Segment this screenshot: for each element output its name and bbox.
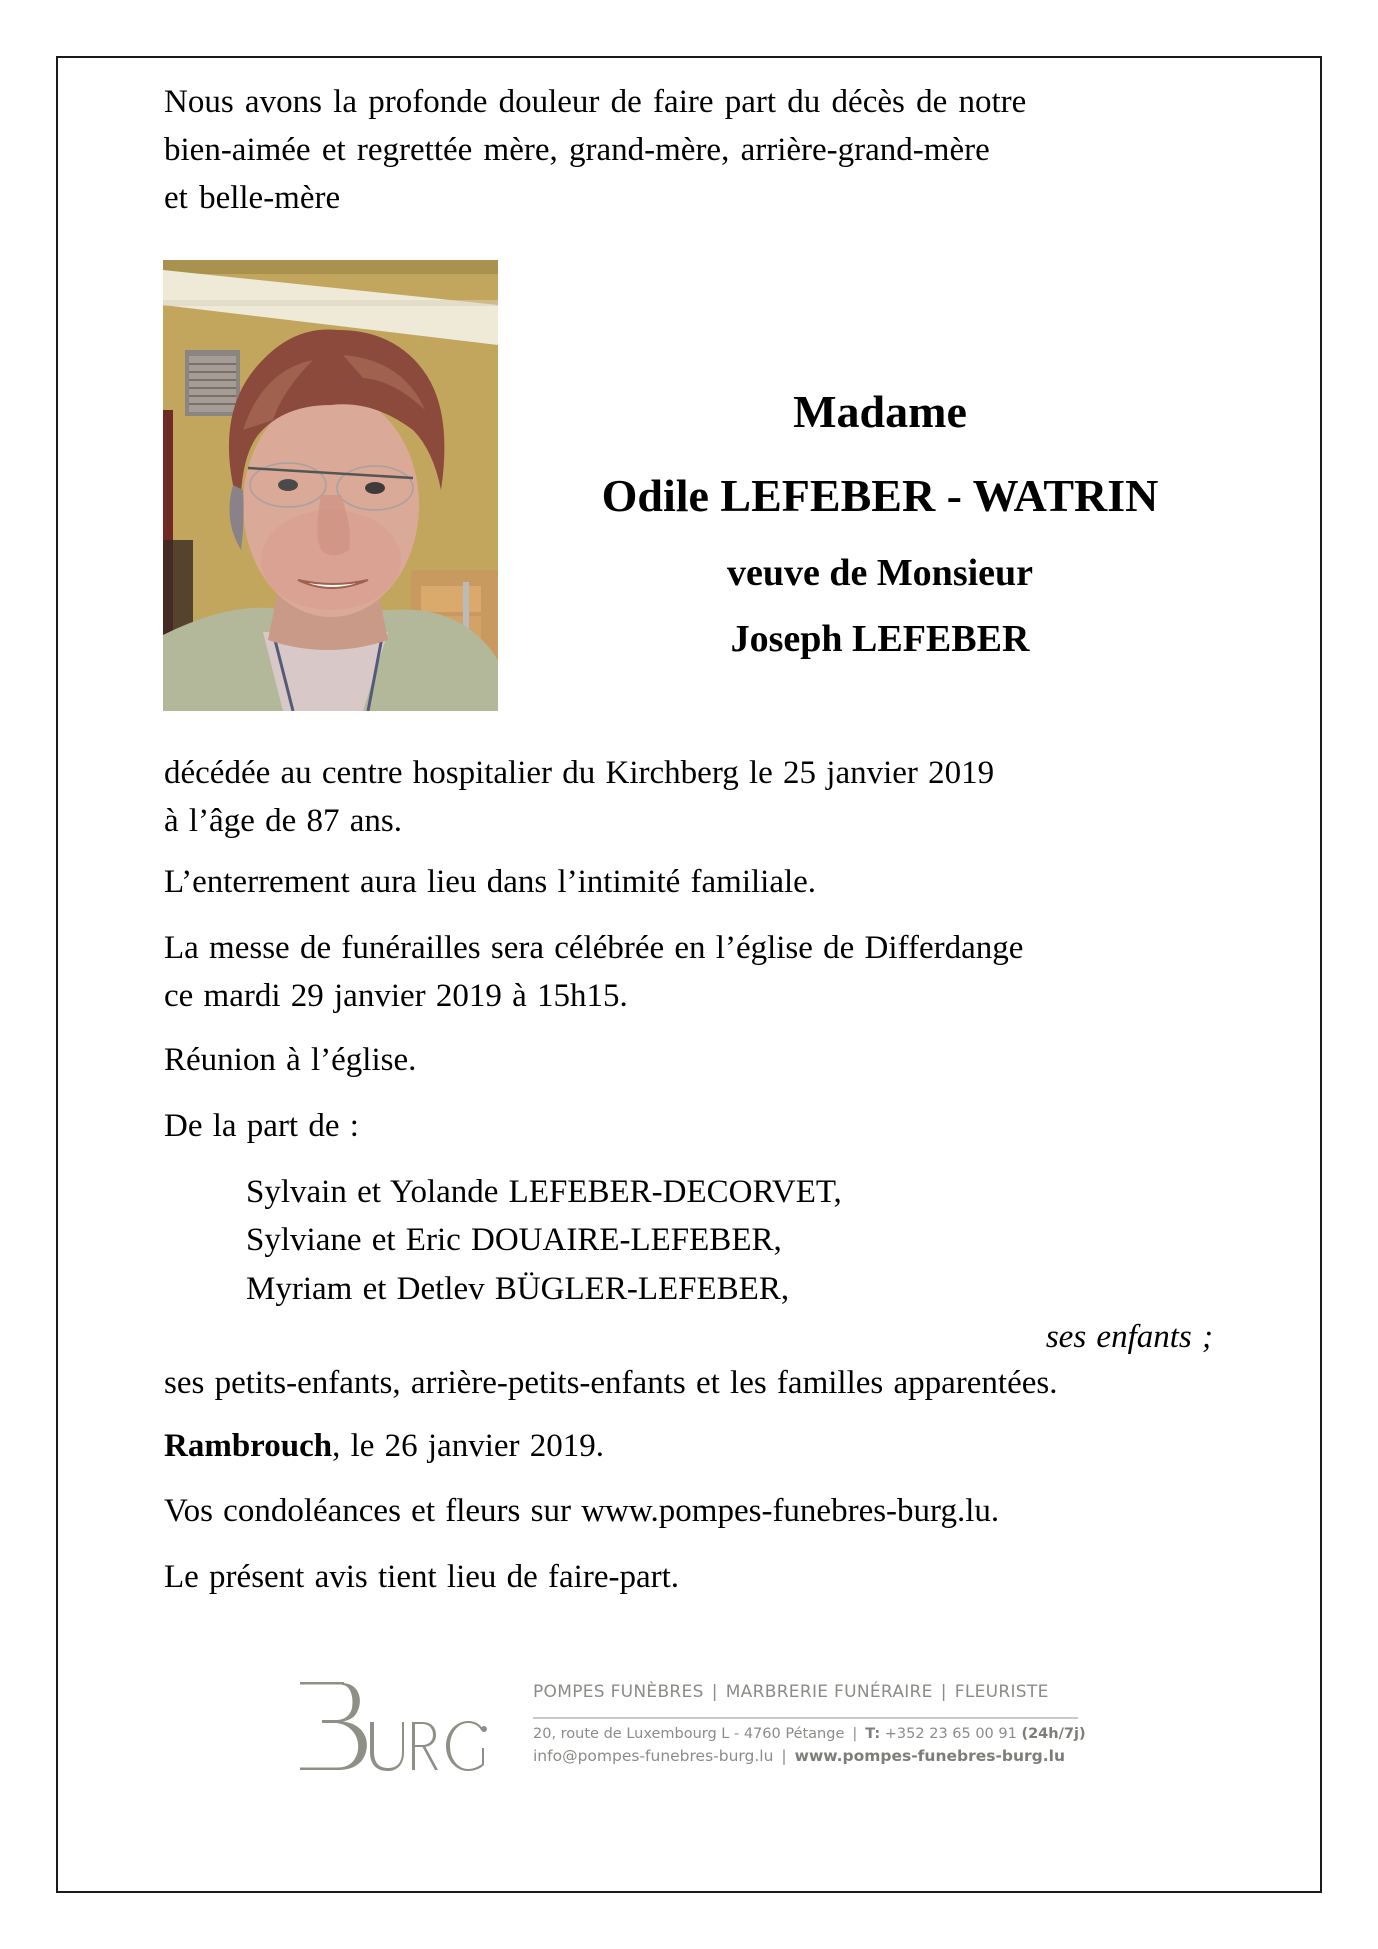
mass-date-line: ce mardi 29 janvier 2019 à 15h15. — [164, 978, 628, 1014]
services-line — [533, 1684, 1078, 1701]
separator: | — [852, 1726, 858, 1742]
contact-line — [533, 1749, 1078, 1765]
place-date: , le 26 janvier 2019. — [332, 1428, 605, 1464]
phone-label: T: — [865, 1726, 881, 1742]
service-marble: MARBRERIE FUNÉRAIRE — [725, 1682, 933, 1702]
deceased-title: Madame — [793, 386, 967, 437]
intro-line: et belle-mère — [164, 180, 341, 216]
email-link[interactable]: info@pompes-funebres-burg.lu — [533, 1747, 774, 1765]
spouse-name: Joseph LEFEBER — [730, 618, 1030, 660]
service-funeral: POMPES FUNÈBRES — [533, 1682, 704, 1702]
service-florist: FLEURISTE — [954, 1682, 1049, 1702]
children-label: ses enfants ; — [1045, 1319, 1213, 1355]
deceased-relation: veuve de Monsieur — [726, 552, 1034, 594]
age-line: à l’âge de 87 ans. — [164, 803, 402, 839]
death-details-line: décédée au centre hospitalier du Kirchberg le 25 janvier 2019 — [164, 755, 995, 791]
family-member-line: Sylviane et Eric DOUAIRE-LEFEBER, — [246, 1222, 782, 1258]
phone-number[interactable]: +352 23 65 00 91 — [880, 1726, 1022, 1742]
burg-logo — [298, 1680, 488, 1772]
deceased-name: Odile LEFEBER - WATRIN — [601, 470, 1159, 521]
relatives-line: ses petits-enfants, arrière-petits-enfants et les familles apparentées. — [164, 1365, 1058, 1401]
portrait-photo — [163, 260, 498, 711]
mass-line: La messe de funérailles sera célébrée en l’église de Differdange — [164, 930, 1024, 966]
condolences-line: Vos condoléances et fleurs sur www.pompes-funebres-burg.lu. — [164, 1493, 1000, 1529]
intro-line: bien-aimée et regrettée mère, grand-mère, arrière-grand-mère — [164, 132, 990, 168]
notice-line: Le présent avis tient lieu de faire-part. — [164, 1559, 680, 1595]
separator: | — [940, 1682, 947, 1702]
address-line — [533, 1726, 1086, 1742]
family-member-line: Myriam et Detlev BÜGLER-LEFEBER, — [246, 1271, 790, 1307]
family-member-line: Sylvain et Yolande LEFEBER-DECORVET, — [246, 1174, 842, 1210]
address: 20, route de Luxembourg L - 4760 Pétange — [533, 1726, 845, 1742]
burial-line: L’enterrement aura lieu dans l’intimité familiale. — [164, 864, 817, 900]
place-name: Rambrouch — [164, 1428, 333, 1464]
website-link[interactable]: www.pompes-funebres-burg.lu — [794, 1747, 1066, 1765]
from-label: De la part de : — [164, 1108, 359, 1144]
footer-divider — [533, 1717, 1078, 1719]
phone-hours: (24h/7j) — [1021, 1726, 1086, 1742]
meeting-line: Réunion à l’église. — [164, 1042, 417, 1078]
place-date-line — [164, 1430, 604, 1463]
intro-line: Nous avons la profonde douleur de faire part du décès de notre — [164, 84, 1027, 120]
separator: | — [711, 1682, 718, 1702]
separator: | — [781, 1747, 787, 1765]
